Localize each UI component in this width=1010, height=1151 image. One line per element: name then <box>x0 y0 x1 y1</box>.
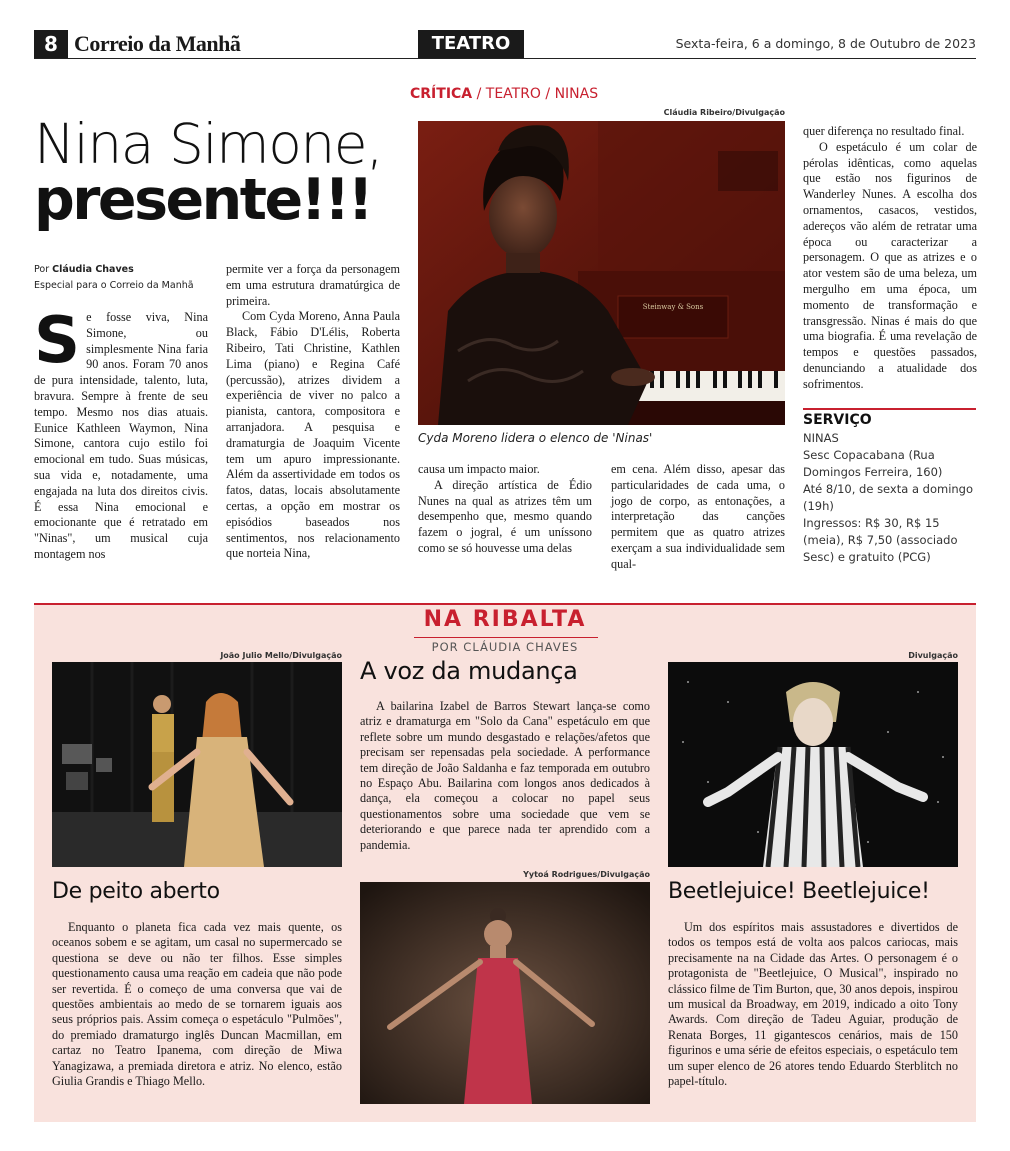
right-heading: Beetlejuice! Beetlejuice! <box>668 879 930 904</box>
left-photo-credit: João Julio Mello/Divulgação <box>220 651 342 660</box>
photo-caption: Cyda Moreno lidera o elenco de 'Ninas' <box>418 431 653 445</box>
article-column-4 <box>611 462 785 573</box>
dateline: Sexta-feira, 6 a domingo, 8 de Outubro de 2023 <box>675 36 976 51</box>
servico-rule <box>803 408 976 410</box>
center-story <box>360 699 650 853</box>
article-paragraph: O espetáculo é um colar de pérolas idênticas, como aquelas que estão nos figurinos de Wanderley Nunes. A escolha dos ornamentos, casacos, vestidos, adereços vão além de retratar uma época ou caracterizar a personagem. O que as atrizes e o ator vestem são de uma beleza, um mergulho em uma época, um momento de transformação e transgressão. Ninas é mais do que uma biografia. É uma revelação de tempos e questões passados, denunciando a atualidade dos sofrimentos. <box>803 139 977 391</box>
header-rule <box>34 58 976 59</box>
photo-credit: Cláudia Ribeiro/Divulgação <box>663 108 785 117</box>
right-photo-illustration <box>668 662 958 867</box>
byline-prefix: Por <box>34 264 50 275</box>
center-photo-illustration <box>360 882 650 1104</box>
na-ribalta-title: NA RIBALTA <box>423 607 587 632</box>
center-photo <box>360 882 650 1104</box>
kicker-path: / TEATRO / NINAS <box>476 86 599 102</box>
left-story-text: Enquanto o planeta fica cada vez mais quente, os oceanos sobem e se agitam, um casal no supermercado se questiona se deve ou não ter filhos. Esse simples questionamento causa uma reação em cadeia que não pode ser revertida. É o começo de uma conversa que vai de questões ambientais ao medo de se tornarem iguais aos seus próprios pais. Assim começa o espetáculo "Pulmões", do premiado dramaturgo inglês Duncan Macmillan, em cartaz no Teatro Ipanema, com direção de Miwa Yanagizawa, a premiada diretora e atriz. No elenco, estão Giulia Grandis e Thiago Mello. <box>52 920 342 1089</box>
page-number: 8 <box>34 30 68 58</box>
article-column-1 <box>34 304 208 563</box>
servico-prices: Ingressos: R$ 30, R$ 15 (meia), R$ 7,50 (associado Sesc) e gratuito (PCG) <box>803 516 958 564</box>
article-paragraph: em cena. Além disso, apesar das particularidades de cada uma, o jogo de corpo, as entonações, a interpretação das canções permitem que as quatro atrizes exerçam a sua individualidade sem qual- <box>611 462 785 571</box>
left-photo <box>52 662 342 867</box>
na-ribalta-top-rule <box>34 603 976 605</box>
dropcap: S <box>34 304 81 378</box>
article-paragraph: quer diferença no resultado final. <box>803 124 965 138</box>
right-story <box>668 920 958 1089</box>
main-photo <box>418 121 785 425</box>
left-photo-illustration <box>52 662 342 867</box>
servico-title: SERVIÇO <box>803 412 872 428</box>
center-photo-credit: Yytoá Rodrigues/Divulgação <box>523 870 650 879</box>
left-heading: De peito aberto <box>52 879 220 904</box>
piano-brand: Steinway & Sons <box>642 303 704 311</box>
right-photo-credit: Divulgação <box>908 651 958 660</box>
servico-name: NINAS <box>803 431 839 445</box>
na-ribalta-byline: POR CLÁUDIA CHAVES <box>431 640 579 654</box>
center-heading: A voz da mudança <box>360 657 578 685</box>
headline-line1: Nina Simone, <box>34 112 383 176</box>
right-photo <box>668 662 958 867</box>
byline-note: Especial para o Correio da Manhã <box>34 280 194 291</box>
masthead: Correio da Manhã <box>74 31 241 56</box>
right-story-text: Um dos espíritos mais assustadores e divertidos de todos os tempos está de volta aos palcos cariocas, mais precisamente na na Cidade das Artes. O personagem é o protagonista de "Beetlejuice, O Musical", inspirado no clássico filme de Tim Burton, que, 30 anos depois, inspirou um musical da Broadway, em 2019, indicado a oito Tony Awards. Com direção de Tadeu Aguiar, produção de Renata Borges, 11 gigantescos cenários, mais de 150 figurinos e uma série de efeitos especiais, o espetáculo tem um super elenco de 26 atores tendo Eduardo Sterblitch no papel-título. <box>668 920 958 1089</box>
kicker <box>410 86 598 102</box>
article-column-3 <box>418 462 592 557</box>
article-paragraph: causa um impacto maior. <box>418 462 540 476</box>
byline <box>34 262 194 294</box>
article-paragraph: A direção artística de Édio Nunes na qual as atrizes têm um desempenho que, mesmo quando fazem o jogral, é um uníssono como se só houvesse uma delas <box>418 477 592 555</box>
article-paragraph: permite ver a força da personagem em uma estrutura dramatúrgica de primeira. <box>226 262 400 308</box>
article-paragraph: Com Cyda Moreno, Anna Paula Black, Fábio D'Lélis, Roberta Ribeiro, Tati Christine, Kathlen Lima (piano) e Regina Café (percussão), atrizes dividem a experiência de viver no palco a pianista, cantora, compositora e arranjadora. A pesquisa e dramaturgia de Joaquim Vicente tem um apuro impressionante. Além da assertividade em todos os fatos, datas, locais absolutamente certas, a opção em mostrar os episódios baseados nos sentimentos, nos relacionamento que norteia Nina, <box>226 309 400 561</box>
section-label: TEATRO <box>418 30 524 58</box>
servico-dates: Até 8/10, de sexta a domingo (19h) <box>803 482 974 513</box>
kicker-category: CRÍTICA <box>410 86 473 102</box>
article-paragraph: e fosse viva, Nina Simone, ou simplesmente Nina faria 90 anos. Foram 70 anos de pura intensidade, talento, luta, bravura. Sempre à frente de seu tempo. Mesmo nos dias atuais. Eunice Kathleen Waymon, Nina Simone, cantora cujo estilo foi emocional em tudo. Suas músicas, sua vida e, notadamente, uma engajada na luta dos direitos civis. É essa Nina emocional e emocionante que é retratado em "Ninas", um musical cuja montagem nos <box>34 310 208 561</box>
servico-body <box>803 430 978 566</box>
servico-venue: Sesc Copacabana (Rua Domingos Ferreira, 160) <box>803 448 943 479</box>
main-photo-illustration <box>418 121 785 425</box>
article-column-2 <box>226 262 400 562</box>
headline-line2: presente!!! <box>34 167 372 233</box>
center-story-text: A bailarina Izabel de Barros Stewart lança-se como atriz e dramaturga em "Solo da Cana" espetáculo em que reflete sobre um mundo desgastado e relações/afetos que precisam ser repensadas pela sociedade. A performance tem direção de João Saldanha e faz temporada em outubro no Espaço Abu. Bailarina com longos anos dedicados à dança, ela começou a colocar no papel seus questionamentos sobre uma sociedade que vem se deteriorando e que parece nada ter aprendido com a pandemia. <box>360 699 650 852</box>
article-column-5 <box>803 124 977 393</box>
left-story <box>52 920 342 1089</box>
na-ribalta-underline <box>414 637 598 638</box>
byline-author: Cláudia Chaves <box>52 264 134 275</box>
